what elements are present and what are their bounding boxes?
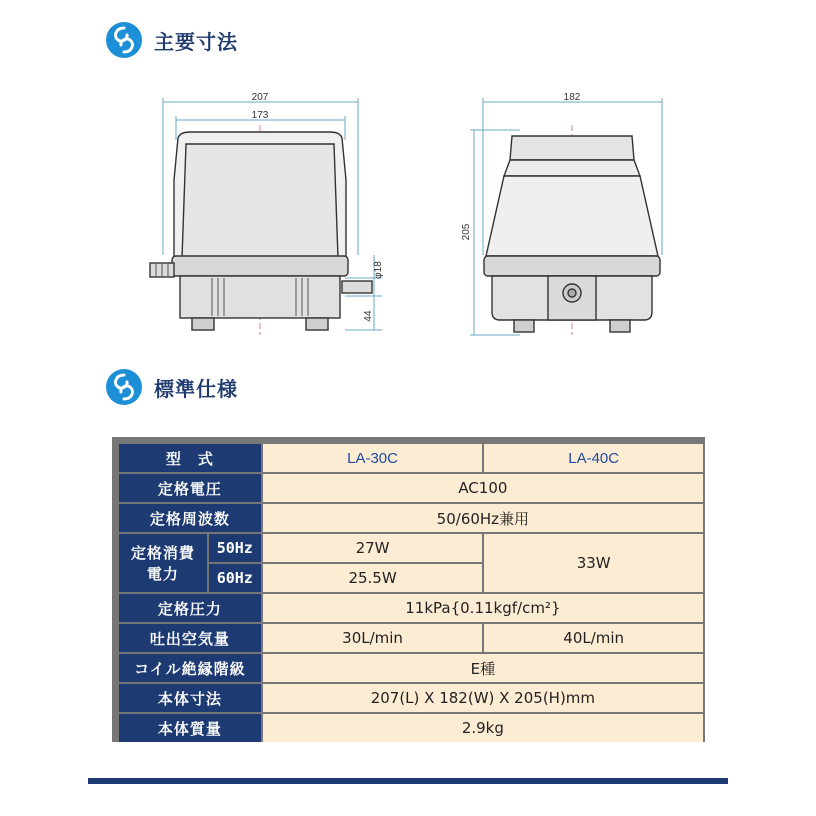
side-view [484, 136, 660, 332]
section-header-specs [106, 369, 238, 405]
power-label-line1: 定格消費 [130, 544, 195, 562]
table-row [119, 714, 703, 742]
bottom-divider [88, 778, 728, 784]
rated-frequency-label: 定格周波数 [119, 504, 261, 532]
dim-pipe-diameter: φ18 [373, 261, 384, 279]
size-label: 本体寸法 [119, 684, 261, 712]
mass-value: 2.9kg [263, 714, 703, 742]
section-header-dimensions [106, 22, 238, 58]
model-label: 型 式 [119, 444, 261, 472]
power-label-line2: 電力 [146, 565, 179, 583]
brand-swirl-icon [106, 22, 142, 58]
table-row [119, 504, 703, 532]
dim-pipe-height: 44 [363, 310, 374, 322]
front-view [150, 132, 372, 330]
rated-pressure-label: 定格圧力 [119, 594, 261, 622]
table-row [119, 534, 703, 562]
size-value: 207(L) X 182(W) X 205(H)mm [263, 684, 703, 712]
power-la40: 33W [484, 534, 703, 592]
spec-table [112, 437, 705, 742]
model-la-30c: LA-30C [263, 444, 483, 472]
dimension-drawing [0, 80, 816, 360]
dim-front-width-outer: 207 [251, 92, 269, 103]
air-flow-la30: 30L/min [263, 624, 483, 652]
table-row [119, 474, 703, 502]
brand-swirl-icon [106, 369, 142, 405]
table-row [119, 654, 703, 682]
air-flow-label: 吐出空気量 [119, 624, 261, 652]
power-50hz-label: 50Hz [209, 534, 261, 562]
dim-height: 205 [461, 223, 472, 241]
section-title-specs: 標準仕様 [154, 376, 238, 401]
air-flow-la40: 40L/min [484, 624, 703, 652]
table-row [119, 594, 703, 622]
table-row [119, 624, 703, 652]
power-label [119, 534, 207, 592]
power-60hz-label: 60Hz [209, 564, 261, 592]
mass-label: 本体質量 [119, 714, 261, 742]
power-la30-60hz: 25.5W [263, 564, 483, 592]
insulation-value: E種 [263, 654, 703, 682]
rated-voltage-label: 定格電圧 [119, 474, 261, 502]
dim-front-width-inner: 173 [251, 110, 269, 121]
dim-side-width: 182 [563, 92, 581, 103]
rated-frequency-value: 50/60Hz兼用 [263, 504, 703, 532]
section-title-dimensions: 主要寸法 [154, 29, 238, 54]
insulation-label: コイル絶縁階級 [119, 654, 261, 682]
rated-pressure-value: 11kPa{0.11kgf/cm²} [263, 594, 703, 622]
table-row [119, 444, 703, 472]
power-la30-50hz: 27W [263, 534, 483, 562]
model-la-40c: LA-40C [484, 444, 703, 472]
rated-voltage-value: AC100 [263, 474, 703, 502]
table-row [119, 684, 703, 712]
